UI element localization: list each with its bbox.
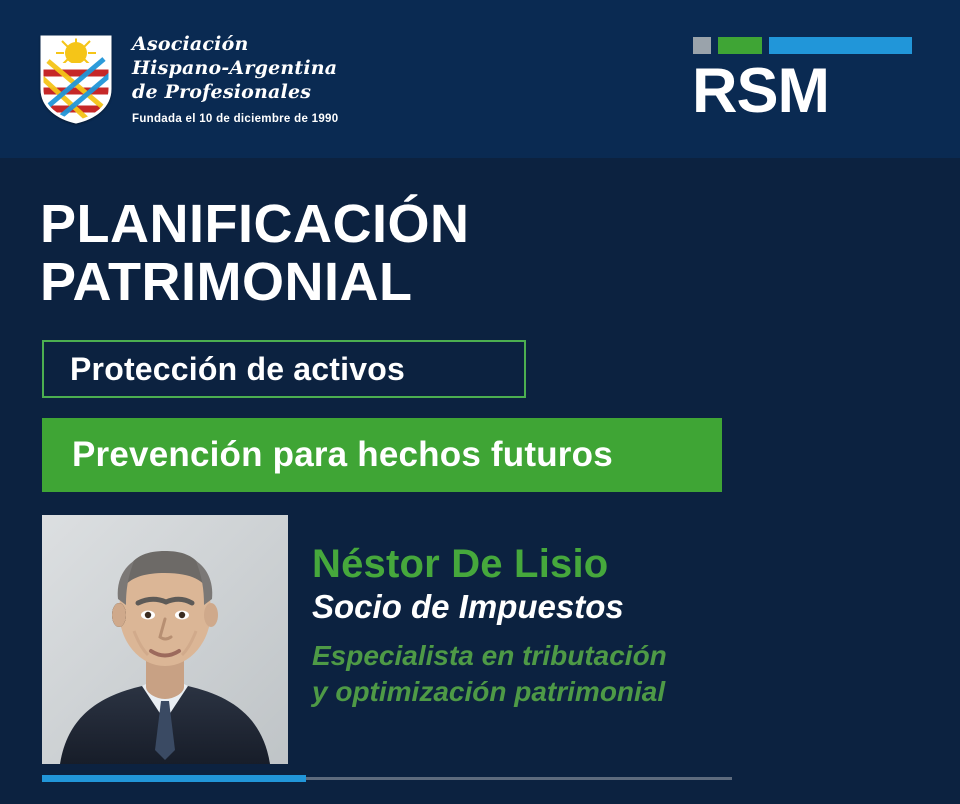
association-line-2: Hispano-Argentina <box>132 57 338 80</box>
speaker-name: Néstor De Lisio <box>312 542 609 586</box>
speaker-specialty-line-1: Especialista en tributación <box>312 639 667 671</box>
green-subtitle-text: Prevención para hechos futuros <box>72 435 613 474</box>
footer-accent-bar <box>42 775 306 782</box>
rsm-bars-icon <box>692 37 912 54</box>
rsm-bar-grey <box>693 37 711 54</box>
outlined-subtitle-text: Protección de activos <box>70 350 405 387</box>
rsm-wordmark: RSM <box>692 56 829 127</box>
association-logo-block <box>38 33 338 125</box>
outlined-subtitle-band <box>42 340 526 398</box>
page-title <box>40 196 469 312</box>
page-title-line-1: PLANIFICACIÓN <box>40 194 470 254</box>
speaker-specialty <box>312 638 932 710</box>
rsm-bar-blue <box>769 37 912 54</box>
speaker-portrait-photo <box>42 515 288 764</box>
speaker-specialty-line-2: y optimización patrimonial <box>312 675 666 707</box>
association-line-1: Asociación <box>132 33 249 56</box>
argentina-shield-crest-icon <box>38 33 114 125</box>
rsm-bar-green <box>718 37 762 54</box>
page-title-line-2: PATRIMONIAL <box>40 251 413 312</box>
association-name-block <box>132 33 338 125</box>
speaker-role: Socio de Impuestos <box>312 588 624 625</box>
rsm-brand-block <box>692 37 924 127</box>
speaker-info-block <box>312 543 932 710</box>
slide-header <box>0 0 960 158</box>
association-line-3: de Profesionales <box>132 80 312 103</box>
association-founded-text: Fundada el 10 de diciembre de 1990 <box>132 112 339 125</box>
green-subtitle-band <box>42 418 722 492</box>
